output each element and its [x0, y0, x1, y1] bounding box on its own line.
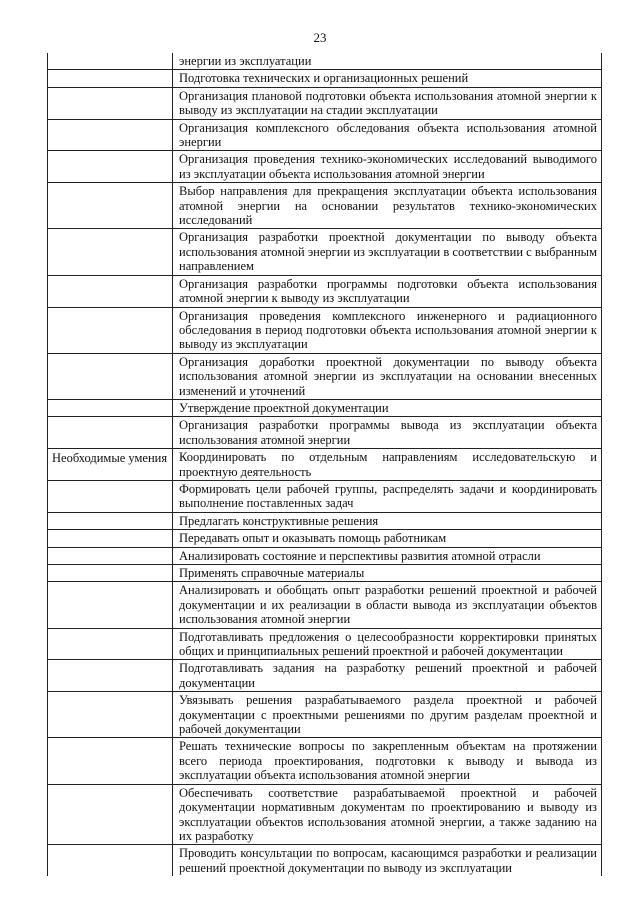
- table-cell: Анализировать состояние и перспективы развития атомной отрасли: [172, 548, 602, 564]
- label-cell-empty: [47, 183, 172, 228]
- table-row: [47, 183, 602, 229]
- table-row: [47, 151, 602, 183]
- label-cell-empty: [47, 582, 172, 627]
- table-cell: Передавать опыт и оказывать помощь работникам: [172, 530, 602, 546]
- label-cell-empty: [47, 513, 172, 529]
- table-cell: Утверждение проектной документации: [172, 400, 602, 416]
- label-cell-empty: [47, 120, 172, 151]
- table-row: [47, 308, 602, 354]
- label-cell-empty: [47, 481, 172, 512]
- table-row: [47, 530, 602, 547]
- table-row: [47, 481, 602, 513]
- table-row: [47, 582, 602, 628]
- table-cell: Подготавливать задания на разработку решений проектной и рабочей документации: [172, 660, 602, 691]
- table-cell: Выбор направления для прекращения эксплуатации объекта использования атомной энергии на основании результатов технико-экономических исследований: [172, 183, 602, 228]
- label-cell-empty: [47, 530, 172, 546]
- table-row: [47, 513, 602, 530]
- label-cell-empty: [47, 565, 172, 581]
- table-cell: Организация доработки проектной документации по выводу объекта использования атомной энергии из эксплуатации на основании внесенных изменений и уточнений: [172, 354, 602, 399]
- table-row: [47, 738, 602, 784]
- skills-label: Необходимые умения: [47, 449, 172, 480]
- table-row: [47, 53, 602, 70]
- table-row: [47, 785, 602, 846]
- table-cell: Организация разработки программы подготовки объекта использования атомной энергии к выводу из эксплуатации: [172, 276, 602, 307]
- page-number: 23: [313, 30, 327, 45]
- table-cell: Организация разработки программы вывода из эксплуатации объекта использования атомной энергии: [172, 417, 602, 448]
- table-row: [47, 692, 602, 738]
- label-cell-empty: [47, 785, 172, 845]
- table-row: [47, 88, 602, 120]
- label-cell-empty: [47, 400, 172, 416]
- label-cell-empty: [47, 417, 172, 448]
- table-cell: Анализировать и обобщать опыт разработки решений проектной и рабочей документации и их реализации в области вывода из эксплуатации объектов использования атомной энергии: [172, 582, 602, 627]
- label-cell-empty: [47, 70, 172, 86]
- table-cell: Подготовка технических и организационных решений: [172, 70, 602, 86]
- table-row: [47, 548, 602, 565]
- table-row: [47, 120, 602, 152]
- table-cell: энергии из эксплуатации: [172, 53, 602, 69]
- table-cell: Формировать цели рабочей группы, распределять задачи и координировать выполнение поставленных задач: [172, 481, 602, 512]
- label-cell-empty: [47, 276, 172, 307]
- label-cell-empty: [47, 308, 172, 353]
- table-cell: Предлагать конструктивные решения: [172, 513, 602, 529]
- table-cell: Организация плановой подготовки объекта использования атомной энергии к выводу из эксплуатации на стадии эксплуатации: [172, 88, 602, 119]
- table-cell: Организация разработки проектной документации по выводу объекта использования атомной энергии из эксплуатации в соответствии с выбранным направлением: [172, 229, 602, 274]
- label-cell-empty: [47, 88, 172, 119]
- table-row: [47, 629, 602, 661]
- table-cell: Решать технические вопросы по закрепленным объектам на протяжении всего периода проектирования, подготовки к выводу и вывода из эксплуатации объекта использования атомной энергии: [172, 738, 602, 783]
- table-cell: Подготавливать предложения о целесообразности корректировки принятых общих и принципиальных решений проектной и рабочей документации: [172, 629, 602, 660]
- label-cell-empty: [47, 629, 172, 660]
- table-row: [47, 660, 602, 692]
- document-table: [47, 53, 602, 876]
- table-row: [47, 417, 602, 449]
- table-cell: Организация комплексного обследования объекта использования атомной энергии: [172, 120, 602, 151]
- label-cell-empty: [47, 660, 172, 691]
- table-row: [47, 70, 602, 87]
- label-cell-empty: [47, 354, 172, 399]
- table-cell: Организация проведения технико-экономических исследований выводимого из эксплуатации объекта использования атомной энергии: [172, 151, 602, 182]
- table-row: [47, 400, 602, 417]
- table-row: [47, 276, 602, 308]
- table-cell: Проводить консультации по вопросам, касающимся разработки и реализации решений проектной документации по выводу из эксплуатации: [172, 845, 602, 876]
- table-cell: Организация проведения комплексного инженерного и радиационного обследования в период подготовки объекта использования атомной энергии к выводу из эксплуатации: [172, 308, 602, 353]
- table-row: [47, 229, 602, 275]
- table-cell: Обеспечивать соответствие разрабатываемой проектной и рабочей документации нормативным документам по проектированию и выводу из эксплуатации объектов использования атомной энергии, а также заданию на их разработку: [172, 785, 602, 845]
- label-cell-empty: [47, 692, 172, 737]
- table-cell: Увязывать решения разрабатываемого раздела проектной и рабочей документации с проектными решениями по другим разделам проектной и рабочей документации: [172, 692, 602, 737]
- table-row: [47, 845, 602, 876]
- label-cell-empty: [47, 151, 172, 182]
- label-cell-empty: [47, 548, 172, 564]
- label-cell-empty: [47, 738, 172, 783]
- table-row: [47, 354, 602, 400]
- table-cell: Координировать по отдельным направлениям исследовательскую и проектную деятельность: [172, 449, 602, 480]
- table-row: [47, 565, 602, 582]
- table-row: [47, 449, 602, 481]
- label-cell-empty: [47, 845, 172, 876]
- label-cell-empty: [47, 53, 172, 69]
- label-cell-empty: [47, 229, 172, 274]
- table-cell: Применять справочные материалы: [172, 565, 602, 581]
